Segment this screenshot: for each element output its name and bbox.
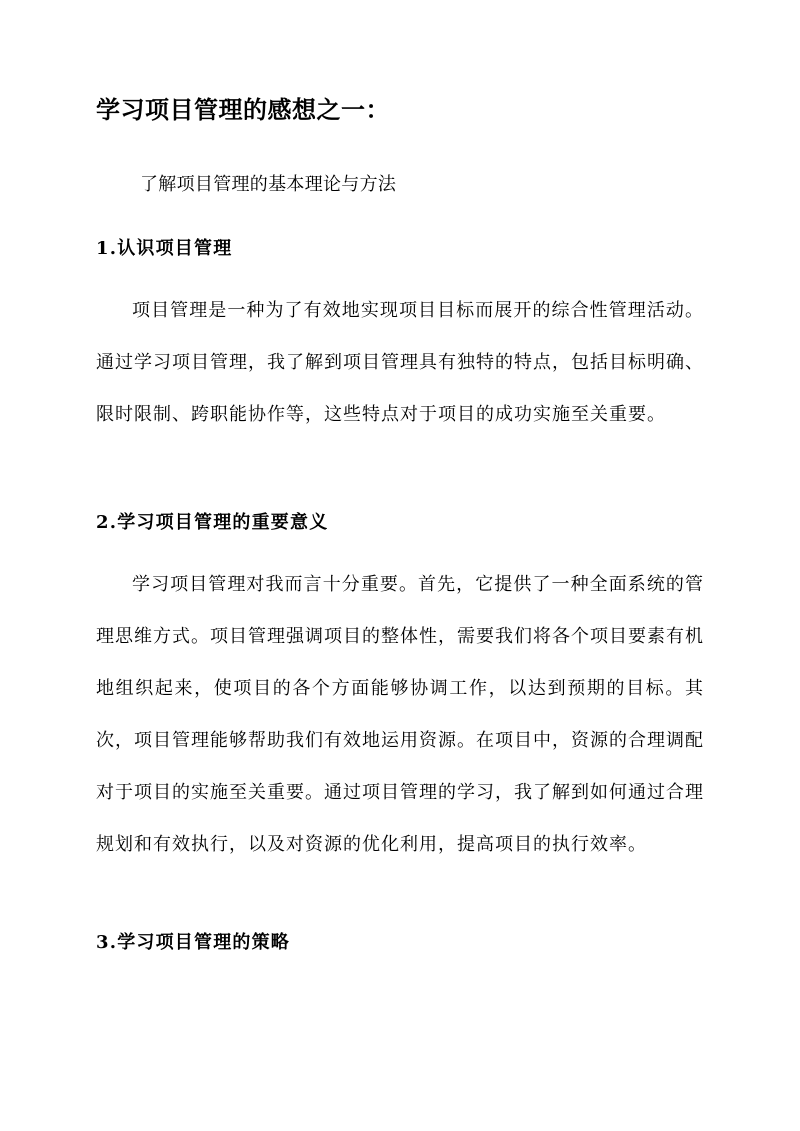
document-title: 学习项目管理的感想之一： bbox=[96, 95, 390, 124]
section-heading-2: 2.学习项目管理的重要意义 bbox=[96, 512, 329, 533]
section-paragraph-1: 项目管理是一种为了有效地实现项目目标而展开的综合性管理活动。通过学习项目管理，我了解到项目管理具有独特的特点，包括目标明确、限时限制、跨职能协作等，这些特点对于项目的成功实施至关重要。 bbox=[96, 300, 704, 425]
document-subtitle: 了解项目管理的基本理论与方法 bbox=[140, 174, 397, 195]
section-heading-1: 1.认识项目管理 bbox=[96, 238, 233, 259]
section-heading-3: 3.学习项目管理的策略 bbox=[96, 932, 290, 953]
section-paragraph-2: 学习项目管理对我而言十分重要。首先，它提供了一种全面系统的管理思维方式。项目管理强调项目的整体性，需要我们将各个项目要素有机地组织起来，使项目的各个方面能够协调工作，以达到预期的目标。其次，项目管理能够帮助我们有效地运用资源。在项目中，资源的合理调配对于项目的实施至关重要。通过项目管理的学习，我了解到如何通过合理规划和有效执行，以及对资源的优化利用，提高项目的执行效率。 bbox=[96, 574, 704, 855]
